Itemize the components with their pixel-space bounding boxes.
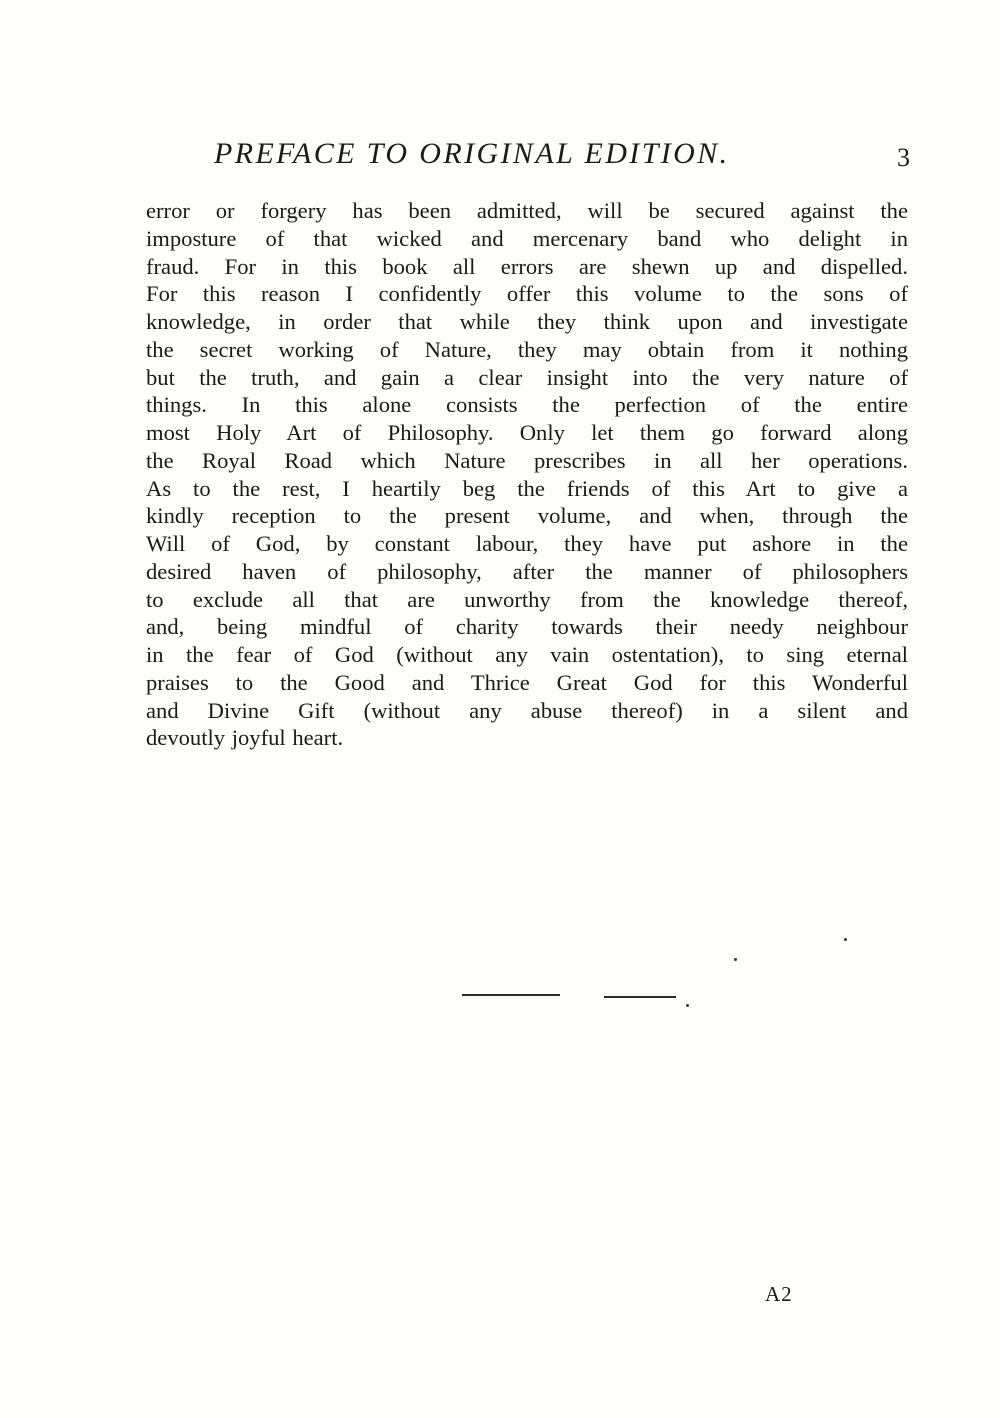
rule-segment-left [462,994,560,996]
text-line: and Divine Gift (without any abuse thereof) in a silent and [146,697,908,723]
text-line: Will of God, by constant labour, they have put ashore in the [146,531,908,556]
running-head [146,134,910,174]
text-line: most Holy Art of Philosophy. Only let them go forward along [146,420,908,445]
text-line: knowledge, in order that while they think upon and investigate [146,309,908,334]
text-line: to exclude all that are unworthy from the knowledge thereof, [146,586,908,612]
rule-segment-right [604,996,676,998]
signature-mark: A2 [765,1282,793,1306]
text-line: the secret working of Nature, they may obtain from it nothing [146,336,908,362]
text-line: praises to the Good and Thrice Great God for this Wonderful [146,669,908,695]
text-line: As to the rest, I heartily beg the friends of this Art to give a [146,475,908,501]
page-number: 3 [897,143,910,172]
text-line: For this reason I confidently offer this volume to the sons of [146,281,908,307]
text-line: error or forgery has been admitted, will be secured against the [146,198,908,223]
text-line: the Royal Road which Nature prescribes in all her operations. [146,447,908,473]
text-line: things. In this alone consists the perfection of the entire [146,392,908,418]
text-line: fraud. For in this book all errors are shewn up and dispelled. [146,253,908,279]
rule-dot [686,1004,689,1007]
running-title: PREFACE TO ORIGINAL EDITION. [214,137,730,170]
text-line: kindly reception to the present volume, and when, through the [146,503,908,529]
text-line: imposture of that wicked and mercenary band who delight in [146,225,908,251]
ink-speck [734,958,737,961]
section-end-rule [462,992,702,1012]
text-line: desired haven of philosophy, after the manner of philosophers [146,558,908,584]
text-line-last: devoutly joyful heart. [146,725,344,751]
body-text [146,197,908,752]
text-line: and, being mindful of charity towards their needy neighbour [146,614,908,640]
ink-speck [844,938,847,941]
text-line: but the truth, and gain a clear insight into the very nature of [146,364,908,390]
text-line: in the fear of God (without any vain ostentation), to sing eternal [146,642,908,667]
